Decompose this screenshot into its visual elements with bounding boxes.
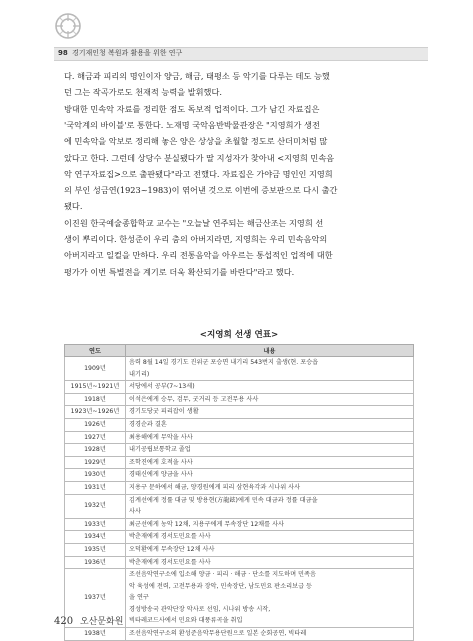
row-content-line: 내기리) xyxy=(129,370,150,378)
row-content-line: 조학진에게 호적을 사사 xyxy=(129,458,193,466)
text-line: 의 부인 성금연(1923~1983)이 엮어낸 것으로 이번에 증보판으로 다시 출간 xyxy=(64,185,338,196)
row-year: 1938년 xyxy=(65,628,126,641)
row-content-line: 사사 xyxy=(129,508,141,516)
row-year: 1929년 xyxy=(65,456,126,469)
text-line: 았다고 한다. 그런데 상당수 분실됐다가 딸 지성자가 찾아내 <지영희 민속음 xyxy=(64,152,335,163)
row-year: 1935년 xyxy=(65,543,126,556)
row-year: 1930년 xyxy=(65,469,126,482)
row-content xyxy=(126,469,414,482)
row-content-line: 조선음악연구소의 환성준음악무용단원으로 일본 순회공연, 빅타레 xyxy=(129,630,307,638)
row-content xyxy=(126,357,414,381)
table-row xyxy=(65,393,414,406)
row-content-line: 박춘재에게 경서도민요를 사사 xyxy=(129,558,211,566)
row-content-line: 내기공립보통학교 졸업 xyxy=(129,446,191,454)
text-line: 아버지라고 일컬을 만하다. 우리 전통음악을 아우르는 통섭적인 업적에 대한 xyxy=(64,250,333,261)
table-row xyxy=(65,628,414,641)
table-row xyxy=(65,543,414,556)
header-title: 경기재인청 복원과 활용을 위한 연구 xyxy=(71,49,183,57)
text-line: 다. 해금과 피리의 명인이자 양금, 해금, 태평소 등 악기를 다루는 데도 능했 xyxy=(64,71,330,81)
row-year: 1923년~1926년 xyxy=(65,406,126,419)
row-content xyxy=(126,456,414,469)
row-content xyxy=(126,543,414,556)
text-line: 됐다. xyxy=(64,201,83,212)
paragraph-2 xyxy=(64,101,414,214)
table-row xyxy=(65,481,414,494)
row-year: 1926년 xyxy=(65,418,126,431)
row-content xyxy=(126,531,414,544)
table-row xyxy=(65,518,414,531)
row-content xyxy=(126,431,414,444)
text-line: 이진원 한국예술종합학교 교수는 "오늘날 연주되는 해금산조는 지영희 선 xyxy=(64,218,324,228)
row-content-line: 박춘재에게 경서도민요를 사사 xyxy=(129,533,211,541)
row-year: 1918년 xyxy=(65,393,126,406)
row-content-line: 지용구 문하에서 해금, 양경원에게 피리 삼현육각과 시나위 사사 xyxy=(129,483,301,491)
row-content-line: 경기도당굿 피리잡이 생활 xyxy=(129,408,199,416)
row-content-line: 서당에서 공부(7~13세) xyxy=(129,383,195,391)
row-content-line: 최용해에게 무악을 사사 xyxy=(129,433,193,441)
row-content-line: 최군선에게 농악 12채, 지용구에게 무속장단 12채를 사사 xyxy=(129,520,285,528)
table-row xyxy=(65,357,414,381)
row-content xyxy=(126,381,414,394)
text-line: 에 민속악을 악보로 정리해 놓은 양은 상상을 초월할 정도로 산더미처럼 많 xyxy=(64,136,328,147)
chronology-table xyxy=(64,344,414,641)
row-content xyxy=(126,418,414,431)
row-year: 1932년 xyxy=(65,494,126,518)
row-year: 1931년 xyxy=(65,481,126,494)
row-content xyxy=(126,518,414,531)
row-content xyxy=(126,569,414,628)
row-year: 1909년 xyxy=(65,357,126,381)
row-content xyxy=(126,393,414,406)
row-year: 1934년 xyxy=(65,531,126,544)
table-row xyxy=(65,418,414,431)
footer-page-number: 420 xyxy=(54,616,74,627)
row-content-line: 을 연구 xyxy=(129,594,149,602)
row-content-line: 음력 8월 14일 경기도 진위군 포승면 내기리 543번지 출생(현. 포승읍 xyxy=(129,359,319,366)
table-title: <지영희 선생 연표> xyxy=(199,330,279,340)
table-row xyxy=(65,444,414,457)
row-content-line: 조선음악연구소에 입소해 양금 · 피리 · 해금 · 단소를 지도하며 민족음 xyxy=(129,571,316,579)
table-header-row xyxy=(65,345,414,357)
row-year: 1937년 xyxy=(65,569,126,628)
table-body xyxy=(65,357,414,641)
row-content-line: 경경순과 결혼 xyxy=(129,420,167,428)
text-line: 생이 뿌리이다. 한성준이 우리 춤의 아버지라면, 지영희는 우리 민속음악의 xyxy=(64,234,328,245)
header-page-number: 98 xyxy=(58,49,68,57)
text-line: 평가가 이번 특별전을 계기로 더욱 확산되기를 바란다"라고 했다. xyxy=(64,266,295,277)
row-content-line: 이석은에게 승무, 검무, 굿거리 등 고전무용 사사 xyxy=(129,395,259,403)
footer-publication: 오산문화원 xyxy=(79,617,124,627)
text-line: 던 그는 작곡가로도 천재적 능력을 발휘했다. xyxy=(64,87,222,98)
table-row xyxy=(65,381,414,394)
running-header xyxy=(58,47,182,59)
header-content: 내용 xyxy=(126,345,414,357)
row-year: 1927년 xyxy=(65,431,126,444)
row-content xyxy=(126,494,414,518)
row-content xyxy=(126,628,414,641)
row-content xyxy=(126,481,414,494)
table-row xyxy=(65,406,414,419)
row-content xyxy=(126,556,414,569)
table-row xyxy=(65,556,414,569)
row-content-line: 경성방송국 관악단장 악사로 선임, 시나위 방송 시작, xyxy=(129,605,271,613)
row-content-line: 오덕환에게 무속장단 12채 사사 xyxy=(129,545,215,553)
row-content xyxy=(126,406,414,419)
paragraph-1 xyxy=(64,68,414,100)
row-content xyxy=(126,444,414,457)
row-content-line: 김계선에게 정률 대금 및 방용현(方龍鉉)에게 민속 대금과 정률 대금을 xyxy=(129,496,318,504)
text-line: 방대한 민속악 자료를 정리한 점도 독보적 업적이다. 그가 남긴 자료집은 xyxy=(64,104,320,114)
row-year: 1933년 xyxy=(65,518,126,531)
table-row xyxy=(65,456,414,469)
footer xyxy=(54,614,123,627)
row-year: 1915년~1921년 xyxy=(65,381,126,394)
row-content-line: 빅타레코드사에서 민요와 대풍류곡을 취입 xyxy=(129,617,243,625)
header-year: 연도 xyxy=(65,345,126,357)
row-year: 1928년 xyxy=(65,444,126,457)
table-row xyxy=(65,469,414,482)
table-row xyxy=(65,431,414,444)
text-line: '국악계의 바이블'로 통한다. 노재명 국악음반박물관장은 "지영희가 생전 xyxy=(64,120,320,131)
text-line: 악 연구자료집>으로 출판됐다"라고 전했다. 자료집은 가야금 명인인 지영희 xyxy=(64,168,333,179)
row-content-line: 경태신에게 양금을 사사 xyxy=(129,471,193,479)
paragraph-3 xyxy=(64,215,414,280)
table-row xyxy=(65,531,414,544)
row-content-line: 악 육성에 전력, 고전무용과 장악, 민속장단, 남도민요 판소리보급 등 xyxy=(129,582,313,590)
table-row xyxy=(65,494,414,518)
row-year: 1936년 xyxy=(65,556,126,569)
header-ornament-icon xyxy=(54,12,82,40)
